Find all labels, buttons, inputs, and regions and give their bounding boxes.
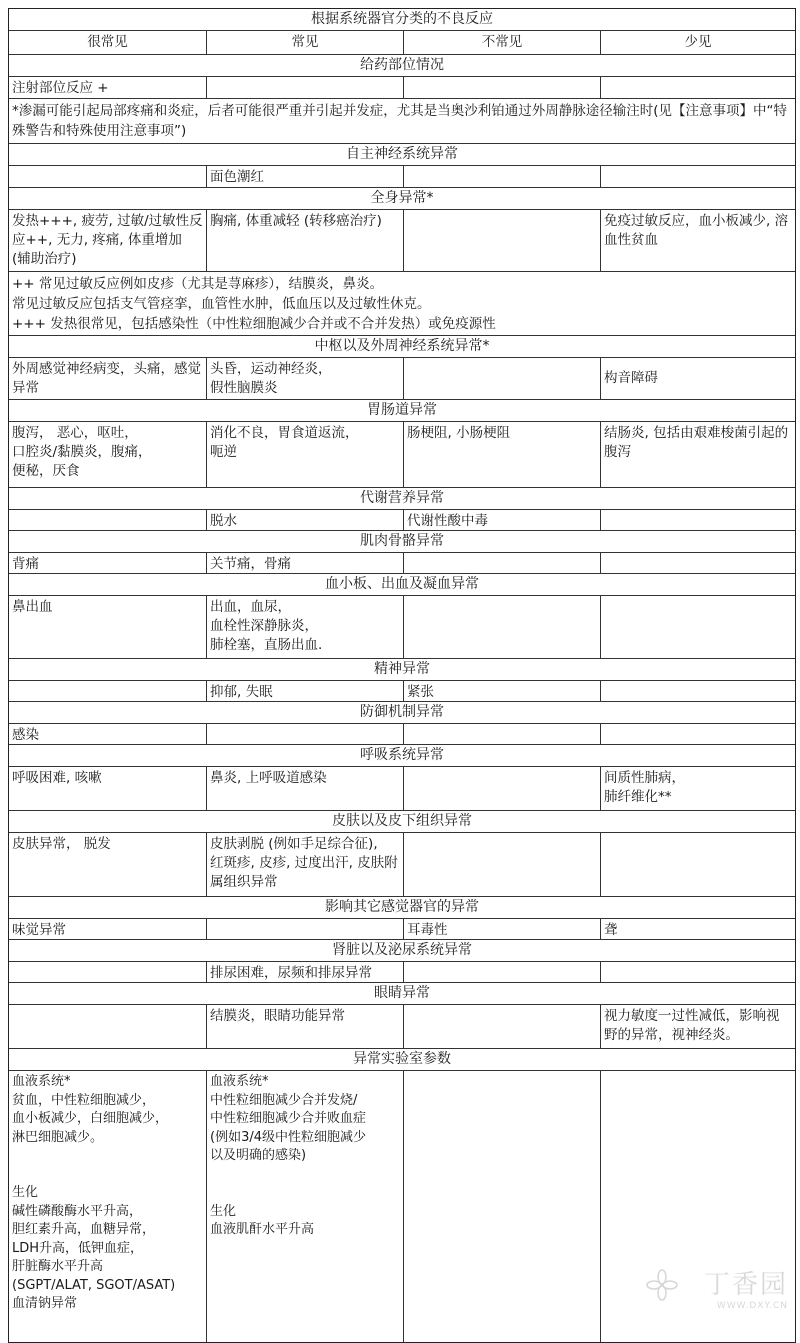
cell: 出血，血尿， 血栓性深静脉炎， 肺栓塞，直肠出血. bbox=[206, 596, 403, 658]
section-title: 代谢营养异常 bbox=[360, 490, 444, 506]
section-title: 眼睛异常 bbox=[374, 985, 430, 1001]
cell: 结膜炎，眼睛功能异常 bbox=[206, 1005, 403, 1048]
cell bbox=[403, 210, 600, 271]
col-common: 常见 bbox=[206, 31, 403, 54]
section-header bbox=[9, 896, 795, 918]
cell: 排尿困难，尿频和排尿异常 bbox=[206, 962, 403, 982]
section-header bbox=[9, 335, 795, 357]
col-uncommon: 不常见 bbox=[403, 31, 600, 54]
cell bbox=[600, 510, 795, 530]
cell: 头昏，运动神经炎， 假性脑膜炎 bbox=[206, 358, 403, 399]
col-very-common: 很常见 bbox=[87, 34, 128, 50]
section-header bbox=[9, 399, 795, 421]
section-title: 影响其它感觉器官的异常 bbox=[325, 899, 479, 915]
cell bbox=[9, 681, 206, 701]
column-header-row bbox=[9, 30, 795, 54]
section-title: 肾脏以及泌尿系统异常 bbox=[332, 942, 472, 958]
section-title: 中枢以及外周神经系统异常* bbox=[314, 338, 490, 354]
cell: 注射部位反应 + bbox=[12, 80, 109, 96]
col-rare: 少见 bbox=[600, 31, 795, 54]
section-header bbox=[9, 54, 795, 76]
cell bbox=[206, 919, 403, 939]
cell: 血液系统* 中性粒细胞减少合并发烧/ 中性粒细胞减少合并败血症 (例如3/4级中性粒细胞减少 以及明确的感染) 生化 血液肌酐水平升高 bbox=[206, 1071, 403, 1342]
watermark-brand: 丁香园 bbox=[703, 1270, 788, 1300]
footnote: *渗漏可能引起局部疼痛和炎症，后者可能很严重并引起并发症，尤其是当奥沙利铂通过外周静脉途径输注时(见【注意事项】中“特殊警告和特殊使用注意事项”) bbox=[9, 98, 795, 143]
cell: 皮肤异常， 脱发 bbox=[12, 836, 111, 852]
cell: 抑郁, 失眠 bbox=[206, 681, 403, 701]
section-header bbox=[9, 939, 795, 961]
section-title: 胃肠道异常 bbox=[367, 402, 437, 418]
cell bbox=[403, 553, 600, 573]
watermark-url: WWW.DXY.CN bbox=[716, 1301, 788, 1311]
footnote: ++ 常见过敏反应例如皮疹（尤其是荨麻疹），结膜炎，鼻炎。 常见过敏反应包括支气管痉挛，血管性水肿，低血压以及过敏性休克。 +++ 发热很常见，包括感染性（中性粒细胞减少合并或不合并发热）或免疫源性 bbox=[9, 271, 795, 335]
section-header bbox=[9, 187, 795, 209]
cell: 腹泻， 恶心，呕吐， 口腔炎/黏膜炎，腹痛， 便秘，厌食 bbox=[12, 425, 152, 479]
table-row bbox=[9, 509, 795, 530]
table-row bbox=[9, 421, 795, 487]
cell bbox=[206, 724, 403, 744]
cell bbox=[600, 962, 795, 982]
cell bbox=[403, 724, 600, 744]
section-header bbox=[9, 658, 795, 680]
section-header bbox=[9, 701, 795, 723]
cell: 间质性肺病， 肺纤维化** bbox=[600, 767, 795, 810]
cell bbox=[206, 77, 403, 98]
table-row bbox=[9, 552, 795, 573]
cell: 结肠炎, 包括由艰难梭菌引起的腹泻 bbox=[600, 422, 795, 487]
table-row bbox=[9, 766, 795, 810]
cell bbox=[403, 767, 600, 810]
section-header bbox=[9, 143, 795, 165]
section-header bbox=[9, 530, 795, 552]
cell bbox=[600, 833, 795, 896]
cell: 肠梗阻, 小肠梗阻 bbox=[403, 422, 600, 487]
cell bbox=[9, 510, 206, 530]
cell bbox=[9, 962, 206, 982]
cell: 发热+++, 疲劳, 过敏/过敏性反应++, 无力, 疼痛, 体重增加 (辅助治疗) bbox=[12, 213, 203, 267]
cell: 味觉异常 bbox=[12, 922, 66, 938]
cell: 面色潮红 bbox=[206, 166, 403, 187]
table-row bbox=[9, 165, 795, 187]
cell bbox=[9, 1005, 206, 1048]
section-title: 血小板、出血及凝血异常 bbox=[325, 576, 479, 592]
section-title: 皮肤以及皮下组织异常 bbox=[332, 813, 472, 829]
section-title: 呼吸系统异常 bbox=[360, 747, 444, 763]
cell bbox=[403, 833, 600, 896]
cell: 免疫过敏反应，血小板减少, 溶血性贫血 bbox=[600, 210, 795, 271]
cell bbox=[403, 166, 600, 187]
cell bbox=[403, 1071, 600, 1342]
section-header bbox=[9, 982, 795, 1004]
cell: 关节痛，骨痛 bbox=[206, 553, 403, 573]
table-row bbox=[9, 680, 795, 701]
section-header bbox=[9, 810, 795, 832]
cell: 外周感觉神经病变，头痛，感觉异常 bbox=[12, 361, 201, 396]
section-title: 异常实验室参数 bbox=[353, 1051, 451, 1067]
cell bbox=[403, 596, 600, 658]
table-row bbox=[9, 723, 795, 744]
section-title: 防御机制异常 bbox=[360, 704, 444, 720]
cell: 鼻出血 bbox=[12, 599, 53, 615]
cell: 皮肤剥脱 (例如手足综合征), 红斑疹, 皮疹, 过度出汗, 皮肤附属组织异常 bbox=[206, 833, 403, 896]
cell: 胸痛, 体重减轻 (转移癌治疗) bbox=[206, 210, 403, 271]
section-header bbox=[9, 744, 795, 766]
watermark bbox=[704, 1264, 788, 1311]
cell: 血液系统* 贫血，中性粒细胞减少， 血小板减少，白细胞减少， 淋巴细胞减少。 生化 碱性磷酸酶水平升高， 胆红素升高，血糖异常， LDH升高，低钾血症， 肝脏酶水平升高 (SGPT/ALAT, SGOT/ASAT) 血清钠异常 bbox=[12, 1074, 176, 1311]
table-row bbox=[9, 76, 795, 98]
cell bbox=[600, 596, 795, 658]
cell bbox=[600, 77, 795, 98]
cell bbox=[9, 166, 206, 187]
cell bbox=[600, 681, 795, 701]
cell: 紧张 bbox=[403, 681, 600, 701]
section-title: 精神异常 bbox=[374, 661, 430, 677]
cell bbox=[403, 962, 600, 982]
table-title-row bbox=[9, 9, 795, 30]
table-row bbox=[9, 595, 795, 658]
cell: 聋 bbox=[600, 919, 795, 939]
cell: 感染 bbox=[12, 727, 39, 743]
section-header bbox=[9, 487, 795, 509]
cell bbox=[403, 358, 600, 399]
table-row bbox=[9, 209, 795, 271]
cell: 脱水 bbox=[206, 510, 403, 530]
cell: 构音障碍 bbox=[600, 358, 795, 399]
table-row bbox=[9, 918, 795, 939]
table-title: 根据系统器官分类的不良反应 bbox=[311, 11, 493, 27]
cell: 背痛 bbox=[12, 556, 39, 572]
section-title: 给药部位情况 bbox=[360, 57, 444, 73]
section-title: 全身异常* bbox=[370, 190, 434, 206]
cell bbox=[403, 77, 600, 98]
section-title: 肌肉骨骼异常 bbox=[360, 533, 444, 549]
cell bbox=[600, 166, 795, 187]
table-row bbox=[9, 1004, 795, 1048]
cell bbox=[403, 1005, 600, 1048]
table-row bbox=[9, 961, 795, 982]
cell: 呼吸困难, 咳嗽 bbox=[12, 770, 102, 786]
table-row bbox=[9, 357, 795, 399]
section-header bbox=[9, 573, 795, 595]
adverse-reaction-table bbox=[8, 8, 796, 1343]
cell: 代谢性酸中毒 bbox=[403, 510, 600, 530]
section-title: 自主神经系统异常 bbox=[346, 146, 458, 162]
dxy-flower-logo-icon bbox=[644, 1267, 680, 1303]
cell: 消化不良，胃食道返流， 呃逆 bbox=[206, 422, 403, 487]
cell: 视力敏度一过性减低，影响视野的异常，视神经炎。 bbox=[600, 1005, 795, 1048]
cell bbox=[600, 553, 795, 573]
cell bbox=[600, 724, 795, 744]
cell: 鼻炎, 上呼吸道感染 bbox=[206, 767, 403, 810]
section-header bbox=[9, 1048, 795, 1070]
cell: 耳毒性 bbox=[403, 919, 600, 939]
table-row bbox=[9, 832, 795, 896]
